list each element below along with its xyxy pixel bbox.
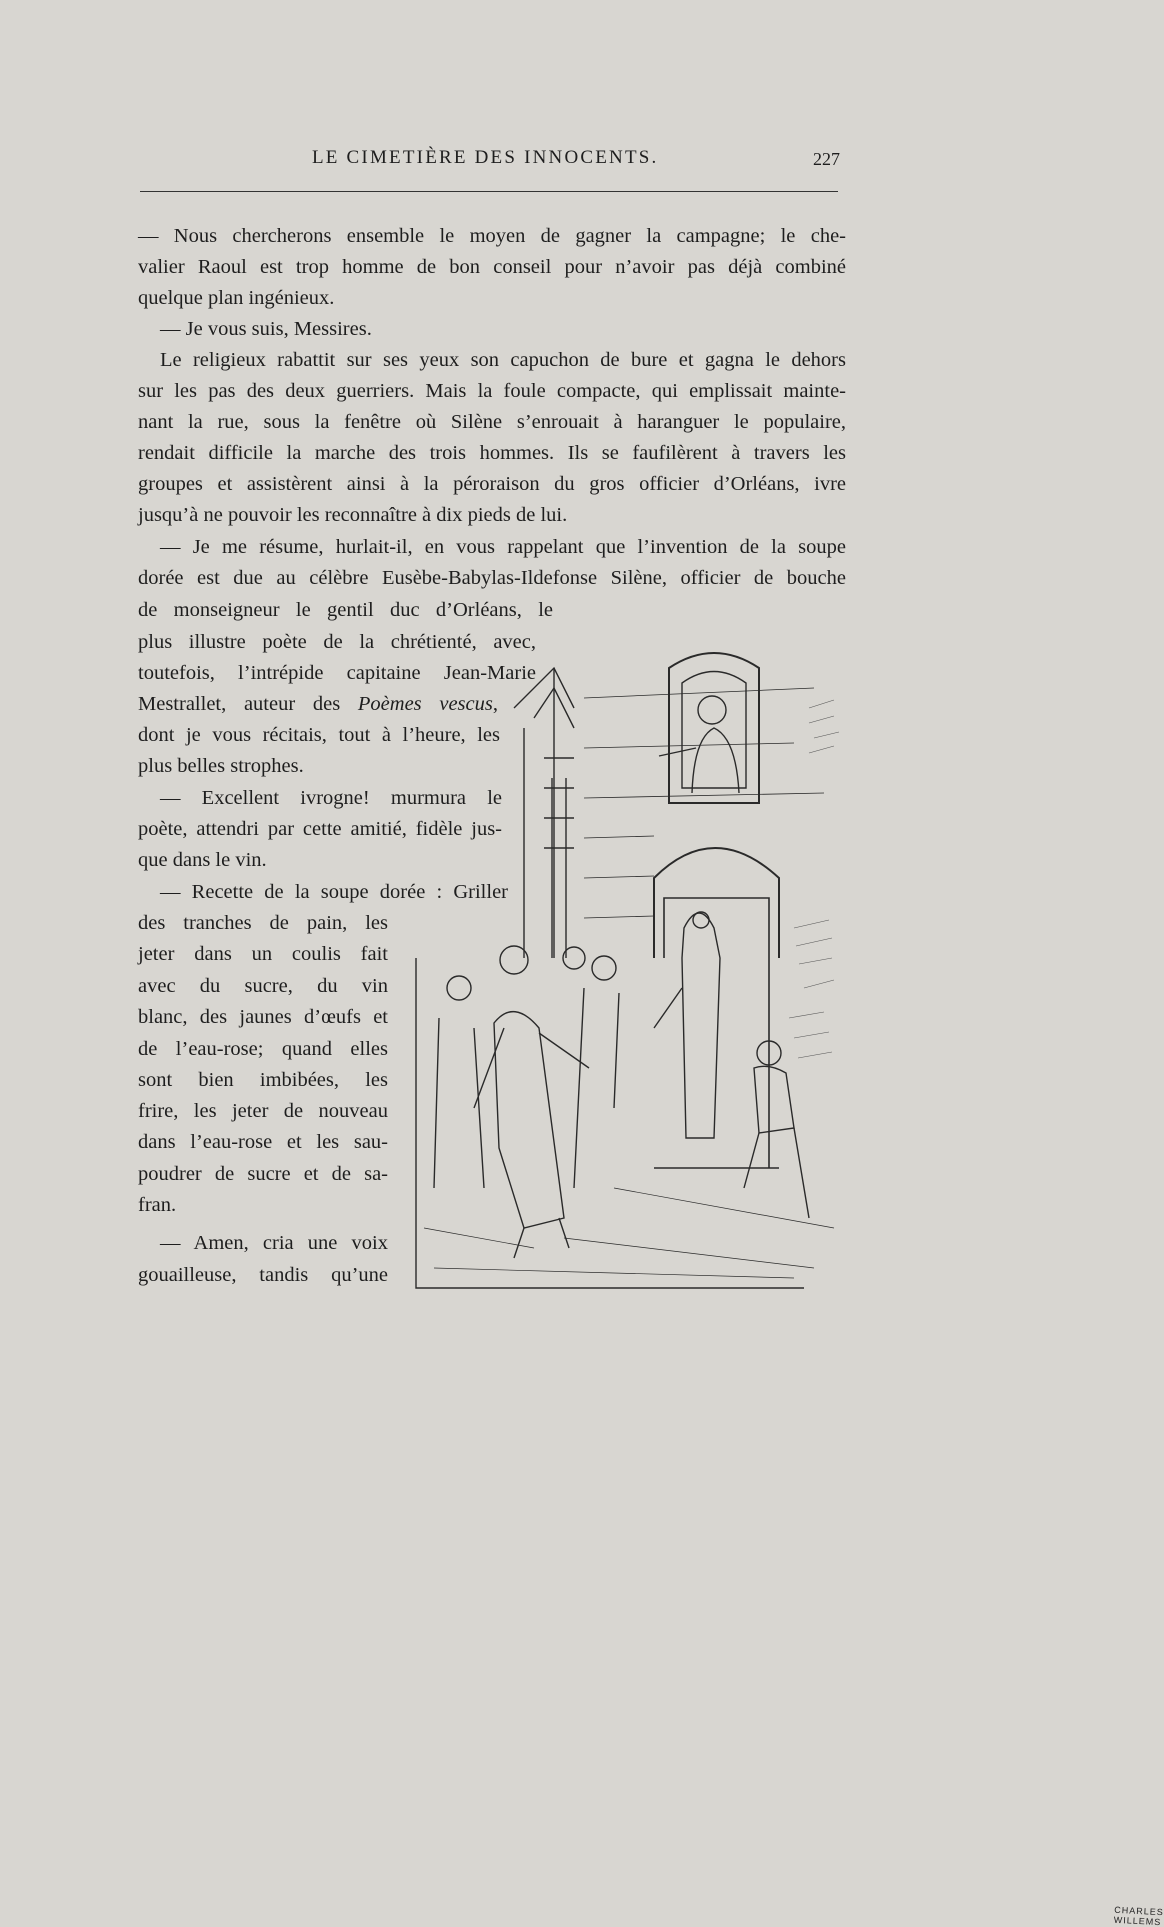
text-line: blanc, des jaunes d’œufs et — [138, 1006, 388, 1028]
text-line: rendait difficile la marche des trois hommes. Ils se faufilèrent à travers les — [138, 442, 846, 464]
text-line: des tranches de pain, les — [138, 912, 388, 934]
text-line: toutefois, l’intrépide capitaine Jean-Marie — [138, 662, 536, 684]
running-head — [140, 147, 840, 179]
text-fragment: , — [492, 693, 498, 715]
text-line: quelque plan ingénieux. — [138, 287, 335, 309]
text-line: dont je vous récitais, tout à l’heure, les — [138, 724, 500, 746]
text-line: groupes et assistèrent ainsi à la péroraison du gros officier d’Orléans, ivre — [138, 473, 846, 495]
text-line: avec du sucre, du vin — [138, 975, 388, 997]
text-line: — Je me résume, hurlait-il, en vous rappelant que l’invention de la soupe — [160, 536, 846, 558]
text-line: poudrer de sucre et de sa- — [138, 1163, 388, 1185]
text-line: — Nous chercherons ensemble le moyen de gagner la campagne; le che- — [138, 225, 846, 247]
text-line: que dans le vin. — [138, 849, 267, 871]
text-line: — Recette de la soupe dorée : Griller — [160, 881, 508, 903]
chapter-title: LE CIMETIÈRE DES INNOCENTS. — [312, 147, 659, 168]
text-line: sur les pas des deux guerriers. Mais la foule compacte, qui emplissait mainte- — [138, 380, 846, 402]
text-line: frire, les jeter de nouveau — [138, 1100, 388, 1122]
text-line: dorée est due au célèbre Eusèbe-Babylas-Ildefonse Silène, officier de bouche — [138, 567, 846, 589]
header-rule — [140, 191, 838, 192]
street-scene-drawing — [414, 628, 844, 1300]
engraving-illustration — [414, 628, 1164, 1927]
text-line: poète, attendri par cette amitié, fidèle jus- — [138, 818, 502, 840]
text-line: jusqu’à ne pouvoir les reconnaître à dix pieds de lui. — [138, 504, 568, 526]
page-number: 227 — [813, 149, 840, 169]
text-line: fran. — [138, 1194, 177, 1216]
text-line: de l’eau-rose; quand elles — [138, 1038, 388, 1060]
text-line: dans l’eau-rose et les sau- — [138, 1131, 388, 1153]
artist-signature: CHARLES WILLEMS — [1113, 1904, 1164, 1927]
text-line: gouailleuse, tandis qu’une — [138, 1264, 388, 1286]
text-line: plus belles strophes. — [138, 755, 304, 777]
text-line: — Excellent ivrogne! murmura le — [160, 787, 502, 809]
text-line: valier Raoul est trop homme de bon conseil pour n’avoir pas déjà combiné — [138, 256, 846, 278]
text-line: jeter dans un coulis fait — [138, 943, 388, 965]
book-title-italic: Poèmes vescus — [357, 693, 493, 715]
text-line: nant la rue, sous la fenêtre où Silène s’enrouait à haranguer le populaire, — [138, 411, 846, 433]
text-line: plus illustre poète de la chrétienté, avec, — [138, 631, 536, 653]
text-line: sont bien imbibées, les — [138, 1069, 388, 1091]
text-line: Le religieux rabattit sur ses yeux son capuchon de bure et gagna le dehors — [160, 349, 846, 371]
text-line: — Amen, cria une voix — [160, 1232, 388, 1254]
text-fragment: Mestrallet, auteur des — [138, 693, 358, 715]
text-line: — Je vous suis, Messires. — [160, 318, 372, 340]
text-line: de monseigneur le gentil duc d’Orléans, le — [138, 599, 553, 621]
